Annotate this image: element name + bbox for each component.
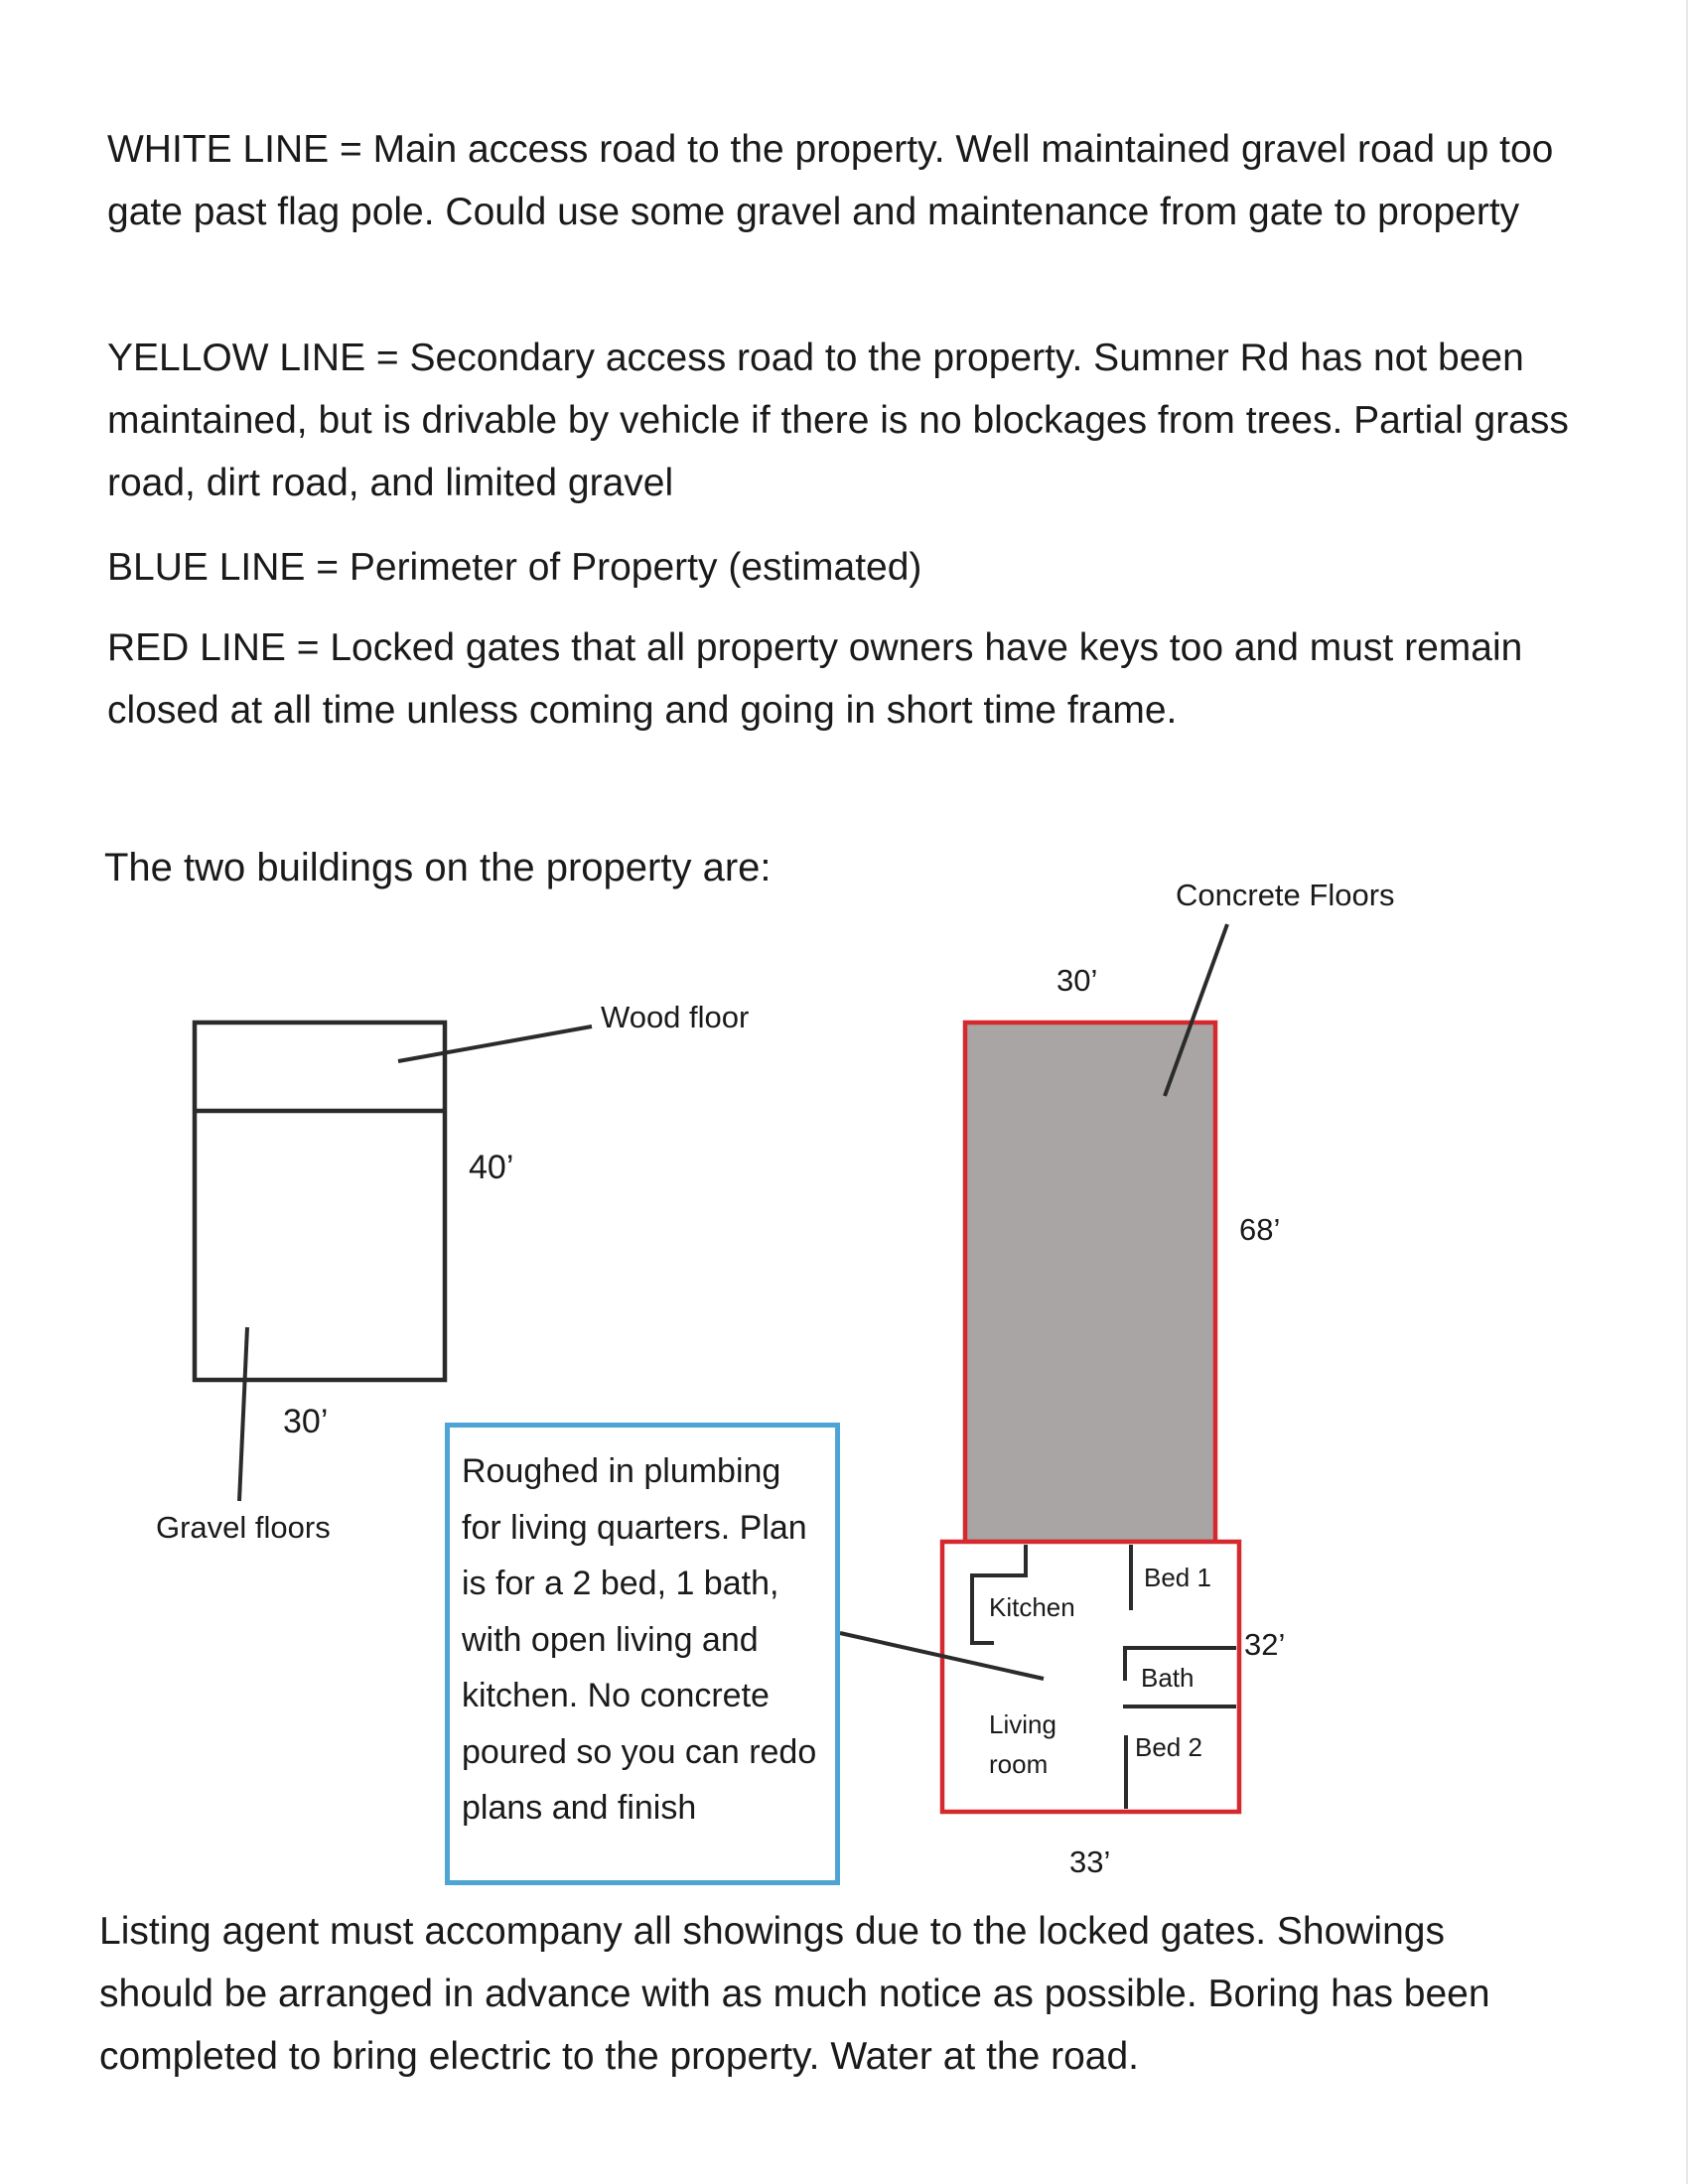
living-width-dimension: 33’ — [1069, 1844, 1111, 1879]
closing-paragraph: Listing agent must accompany all showings due to the locked gates. Showings should be arranged in advance with as much notice as possible. Boring has been completed to bring electric to the property. Water at the road. — [99, 1910, 1490, 2078]
left-width-dimension: 30’ — [283, 1403, 329, 1440]
bed2-label: Bed 2 — [1135, 1732, 1202, 1762]
bed1-label: Bed 1 — [1144, 1563, 1211, 1592]
wood-floor-label: Wood floor — [601, 1000, 750, 1034]
gravel-floors-leader — [239, 1327, 247, 1501]
legend-red-line: RED LINE = Locked gates that all property owners have keys too and must remain closed at all time unless coming and going in short time frame. — [107, 626, 1523, 732]
living-height-dimension: 32’ — [1244, 1627, 1286, 1662]
plumbing-note-box — [445, 1423, 840, 1885]
gravel-floors-label: Gravel floors — [156, 1510, 331, 1545]
bath-label: Bath — [1141, 1663, 1195, 1693]
concrete-shop — [965, 1023, 1215, 1542]
legend-white-line: WHITE LINE = Main access road to the property. Well maintained gravel road up too gate past flag pole. Could use some gravel and maintenance from gate to property — [107, 128, 1554, 233]
living-room-label-line2: room — [989, 1749, 1049, 1779]
buildings-title: The two buildings on the property are: — [104, 846, 772, 889]
right-top-width-dimension: 30’ — [1056, 963, 1098, 998]
living-room-label-line1: Living — [989, 1709, 1056, 1739]
concrete-floors-label: Concrete Floors — [1176, 878, 1395, 912]
kitchen-label: Kitchen — [989, 1592, 1075, 1622]
legend-yellow-line: YELLOW LINE = Secondary access road to the property. Sumner Rd has not been maintained, but is drivable by vehicle if there is no blockages from trees. Partial grass road, dirt road, and limited gravel — [107, 337, 1569, 504]
plumbing-note-text: Roughed in plumbing for living quarters. Plan is for a 2 bed, 1 bath, with open living and kitchen. No concrete poured so you can redo plans and finish — [462, 1452, 817, 1827]
right-height-dimension: 68’ — [1239, 1212, 1281, 1247]
left-height-dimension: 40’ — [469, 1149, 514, 1186]
wood-floor-leader — [398, 1026, 592, 1061]
legend-blue-line: BLUE LINE = Perimeter of Property (estimated) — [107, 546, 922, 589]
left-building-outline — [195, 1023, 445, 1380]
